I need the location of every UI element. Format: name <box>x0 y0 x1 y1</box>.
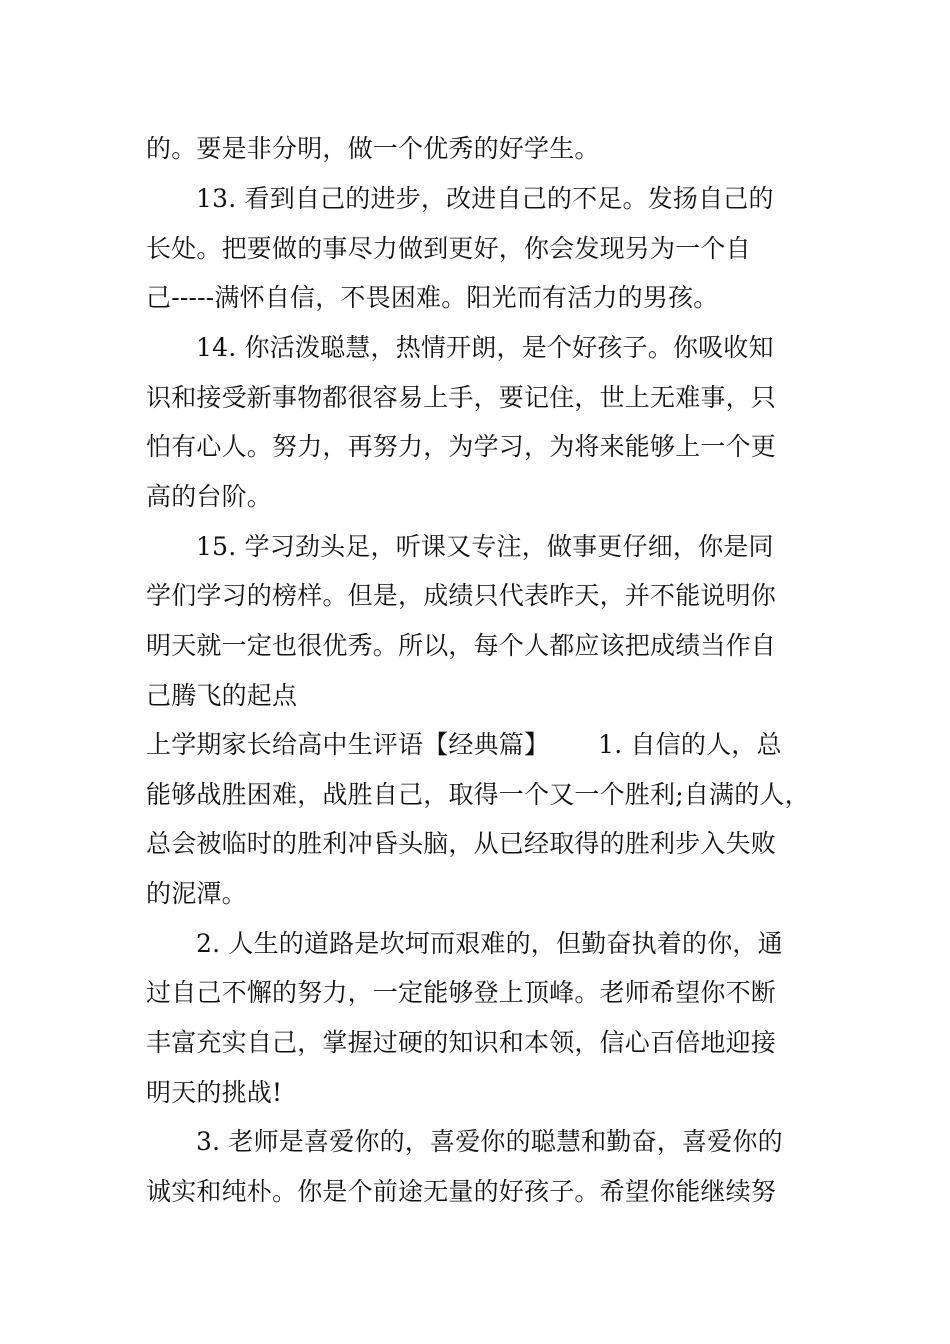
text-line-3: 长处。把要做的事尽力做到更好，你会发现另为一个自 <box>146 234 751 263</box>
text-line-22: 诚实和纯朴。你是个前途无量的好孩子。希望你能继续努 <box>146 1177 777 1206</box>
text-line-21: 3. 老师是喜爱你的，喜爱你的聪慧和勤奋，喜爱你的 <box>196 1127 783 1156</box>
text-line-17: 2. 人生的道路是坎坷而艰难的，但勤奋执着的你，通 <box>196 929 783 958</box>
text-line-6: 识和接受新事物都很容易上手，要记住，世上无难事，只 <box>146 383 777 412</box>
text-line-9: 15. 学习劲头足，听课又专注，做事更仔细，你是同 <box>196 532 774 561</box>
text-line-14: 能够战胜困难，战胜自己，取得一个又一个胜利;自满的人， <box>146 780 810 809</box>
text-line-12: 己腾飞的起点 <box>146 681 298 710</box>
text-line-10: 学们学习的榜样。但是，成绩只代表昨天，并不能说明你 <box>146 581 777 610</box>
text-line-8: 高的台阶。 <box>146 482 273 511</box>
text-line-11: 明天就一定也很优秀。所以，每个人都应该把成绩当作自 <box>146 631 777 660</box>
text-line-19: 丰富充实自己，掌握过硬的知识和本领，信心百倍地迎接 <box>146 1028 777 1057</box>
text-line-18: 过自己不懈的努力，一定能够登上顶峰。老师希望你不断 <box>146 978 777 1007</box>
section-heading-line: 上学期家长给高中生评语【经典篇】 1. 自信的人，总 <box>146 730 782 759</box>
text-line-2: 13. 看到自己的进步，改进自己的不足。发扬自己的 <box>196 184 774 213</box>
text-line-15: 总会被临时的胜利冲昏头脑，从已经取得的胜利步入失败 <box>146 829 777 858</box>
text-line-4: 己-----满怀自信，不畏困难。阳光而有活力的男孩。 <box>146 283 719 312</box>
text-line-5: 14. 你活泼聪慧，热情开朗，是个好孩子。你吸收知 <box>196 333 774 362</box>
text-line-1: 的。要是非分明，做一个优秀的好学生。 <box>146 134 600 163</box>
text-line-20: 明天的挑战! <box>146 1078 283 1107</box>
text-line-16: 的泥潭。 <box>146 879 247 908</box>
text-line-7: 怕有心人。努力，再努力，为学习，为将来能够上一个更 <box>146 432 777 461</box>
